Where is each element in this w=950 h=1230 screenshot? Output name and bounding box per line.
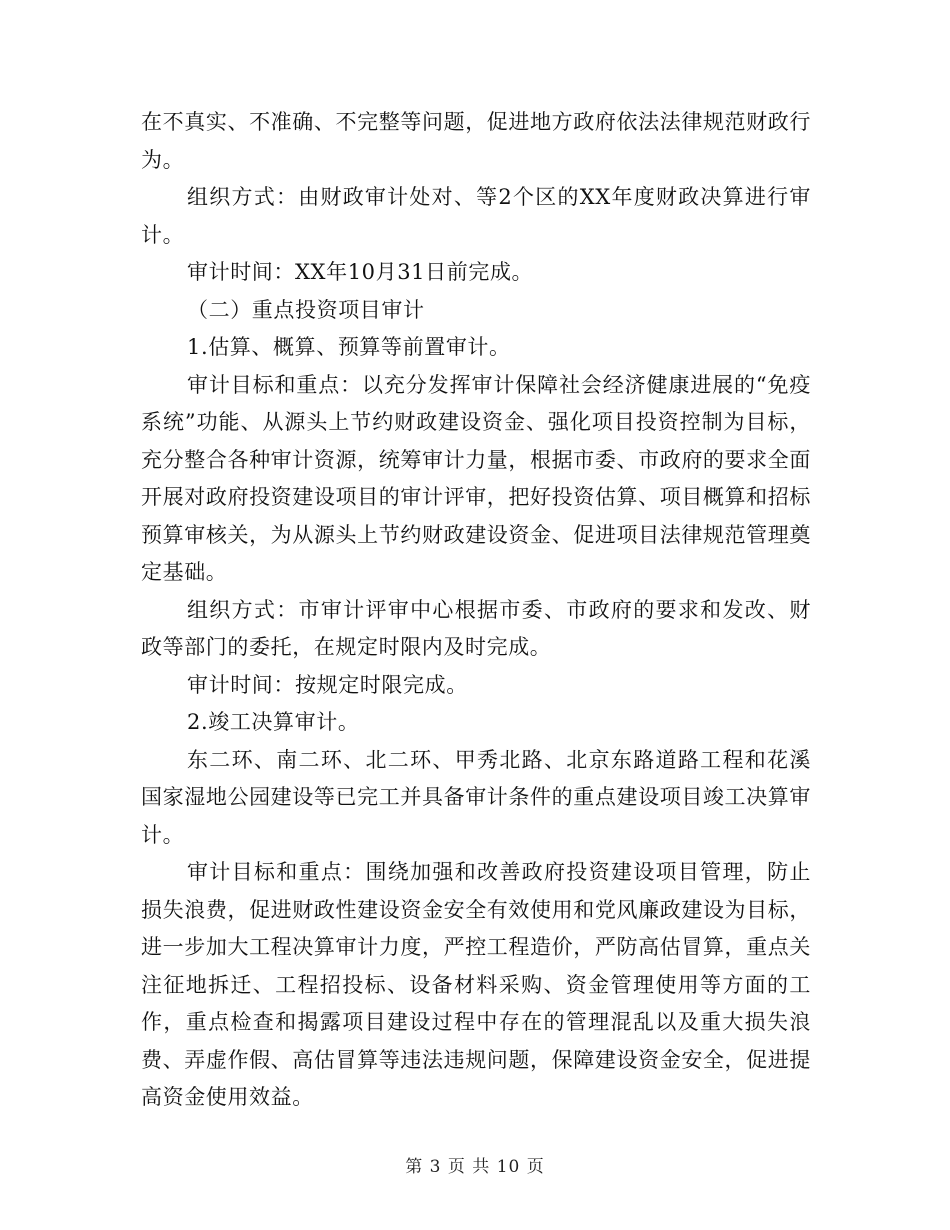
- paragraph-continuation: 在不真实、不准确、不完整等问题，促进地方政府依法法律规范财政行为。: [141, 110, 811, 172]
- paragraph-organization-method: 组织方式：由财政审计处对、等2个区的XX年度财政决算进行审计。: [141, 185, 811, 247]
- page-number-footer: 第 3 页 共 10 页: [405, 1157, 545, 1177]
- document-body: [141, 104, 811, 1117]
- paragraph-audit-time-pre: 审计时间：按规定时限完成。: [187, 672, 468, 697]
- paragraph-audit-time: 审计时间：XX年10月31日前完成。: [187, 260, 534, 284]
- subsection-heading-completion-audit: 2.竣工决算审计。: [187, 710, 360, 734]
- subsection-heading-pre-audit: 1.估算、概算、预算等前置审计。: [187, 335, 511, 359]
- section-heading-key-investment: （二）重点投资项目审计: [187, 297, 425, 322]
- paragraph-project-list: 东二环、南二环、北二环、甲秀北路、北京东路道路工程和花溪国家湿地公园建设等已完工并具备审计条件的重点建设项目竣工决算审计。: [141, 747, 811, 847]
- paragraph-audit-goals-completion: 审计目标和重点：围绕加强和改善政府投资建设项目管理，防止损失浪费，促进财政性建设资金安全有效使用和党风廉政建设为目标，进一步加大工程决算审计力度，严控工程造价，严防高估冒算，重点关注征地拆迁、工程招投标、设备材料采购、资金管理使用等方面的工作，重点检查和揭露项目建设过程中存在的管理混乱以及重大损失浪费、弄虚作假、高估冒算等违法违规问题，保障建设资金安全，促进提高资金使用效益。: [141, 860, 811, 1109]
- paragraph-audit-goals-pre: 审计目标和重点：以充分发挥审计保障社会经济健康进展的“免疫系统”功能、从源头上节约财政建设资金、强化项目投资控制为目标，充分整合各种审计资源，统筹审计力量，根据市委、市政府的要求全面开展对政府投资建设项目的审计评审，把好投资估算、项目概算和招标预算审核关，为从源头上节约财政建设资金、促进项目法律规范管理奠定基础。: [141, 372, 811, 584]
- paragraph-organization-method-pre: 组织方式：市审计评审中心根据市委、市政府的要求和发改、财政等部门的委托，在规定时限内及时完成。: [141, 597, 811, 659]
